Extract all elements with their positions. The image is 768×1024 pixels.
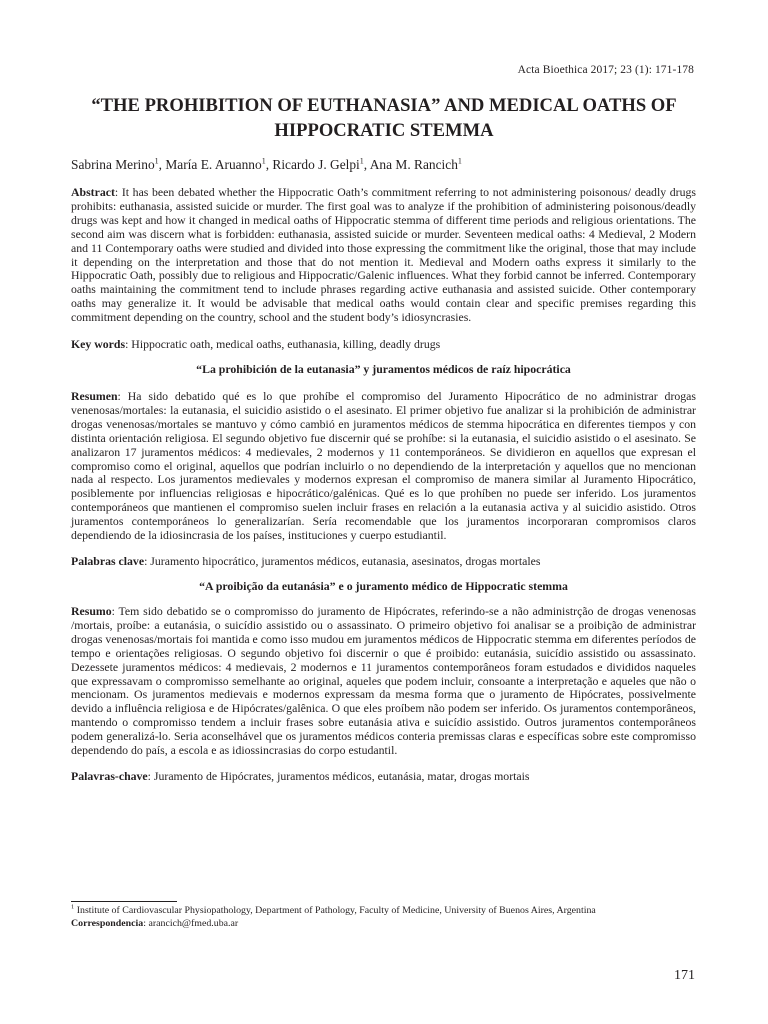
palabras-clave-label: Palabras clave [71, 554, 145, 568]
affiliation-marker: 1 [457, 156, 462, 166]
abstract-text: : It has been debated whether the Hippocratic Oath’s commitment referring to not administering poisonous/ deadly drugs prohibits: euthanasia, assisted suicide or murder. The first goal was to analyze if the prohibition of administering poisonous/deadly drugs was kept and how it changed in medical oaths of Hippocratic stemma of different time periods and religious orientations. The second aim was discern what is forbidden: euthanasia, assisted suicide or murder. Seventeen medical oaths: 4 Medieval, 2 Modern and 11 Contemporary oaths were studied and divided into those expressing the commitment like the original, those that may include it depending on the interpretation and those that do not mention it. Medieval and Modern oaths express it similarly to the Hippocratic Oath, possibly due to religious and Hippocratic/Galenic influences. What they forbid cannot be inferred. Contemporary oaths maintaining the commitment tend to include phrases regarding active euthanasia and assisted suicide. Other contemporary oaths may generalize it. It would be advisable that medical oaths would contain clear and specific premises regarding this commitment depending on the country, school and the student body’s idiosyncrasies. [71, 185, 696, 325]
article-title: “THE PROHIBITION OF EUTHANASIA” AND MEDICAL OATHS OF HIPPOCRATIC STEMMA [91, 95, 677, 141]
affiliation-marker: 1 [359, 156, 364, 166]
author-name: María E. Aruanno [165, 157, 262, 172]
keywords-portuguese [71, 769, 696, 784]
author-name: Sabrina Merino [71, 157, 155, 172]
keywords-label: Key words [71, 337, 126, 351]
resumen-text: : Ha sido debatido qué es lo que prohíbe el compromiso del Juramento Hipocrático de no administrar drogas venenosas/mortales: la eutanasia, el suicidio asistido o el asesinato. El primer objetivo fue analizar si la prohibición de administrar drogas venenosas/mortales se mantuvo y cómo cambió en juramentos médicos de stemma hipocrática en diferentes tiempos y con distinta orientación religiosa. El segundo objetivo fue discernir qué se prohíbe: si la eutanasia, el suicidio asistido o el asesinato. Se analizaron 17 juramentos médicos: 4 medievales, 2 modernos y 11 contemporáneos. Se dividieron en aquellos que expresan el compromiso como el original, aquellos que podrían incluirlo o no dependiendo de la interpretación y aquellos que no mencionan nada al respecto. Los juramentos medievales y modernos expresan el compromiso de manera similar al Juramento Hipocrático, posiblemente por influencias religiosas e hipocrático/galénicas. Qué es lo que prohíben no puede ser inferido. Los juramentos contemporáneos que mantienen el compromiso suelen incluir frases en relación a la eutanasia activa y al suicidio asistido. Otros juramentos contemporáneos lo generalizarían. Sería recomendable que los juramentos incorporaran compromisos claros dependiendo de la idiosincrasia de los países, instituciones y cuerpo estudiantil. [71, 389, 696, 543]
resumen-label: Resumen [71, 389, 118, 403]
spanish-title: “La prohibición de la eutanasia” y juramentos médicos de raíz hipocrática [196, 362, 571, 376]
keywords-english [71, 337, 696, 352]
affiliation-marker: 1 [261, 156, 266, 166]
palabras-clave-text: : Juramento hipocrático, juramentos médicos, eutanasia, asesinatos, drogas mortales [144, 554, 541, 568]
abstract-portuguese [71, 605, 696, 758]
resumo-label: Resumo [71, 604, 112, 618]
correspondence-email: : arancich@fmed.uba.ar [143, 918, 239, 929]
footnote-divider [71, 901, 177, 902]
abstract-label: Abstract [71, 185, 115, 199]
footnote-marker: 1 [71, 903, 75, 911]
page-number: 171 [674, 968, 695, 983]
resumo-text: : Tem sido debatido se o compromisso do juramento de Hipócrates, referindo-se a não administrção de drogas venenosas /mortais, proíbe: a eutanásia, o suicídio assistido ou o assassinato. O primeiro objetivo foi analisar se a proibição de administrar drogas venenosas/mortais foi mantida e como isso mudou em juramentos médicos de Hippocratic stemma em diferentes períodos de tempo e orientações religiosas. O segundo objetivo foi discernir o que é proibido: eutanásia, suicídio assistido ou assassinato. Dezessete juramentos médicos: 4 medievais, 2 modernos e 11 juramentos contemporâneos foram estudados e divididos naqueles que expressavam o compromisso semelhante ao original, aqueles que podem incluir, consoante a interpretação e aqueles que não o mencionam. Os juramentos medievais e modernos expressam da mesma forma que o juramento de Hipócrates, possivelmente devido a influência religiosa e de Hipócrates/galênica. O que eles proíbem não podem ser inferido. Os juramentos contemporâneos, mantendo o compromisso tendem a incluir frases sobre eutanásia ativa e suicídio assistido. Outros juramentos contemporâneos podem generalizá-lo. Seria aconselhável que os juramentos médicos conteria premissas claras e específicas sobre este compromisso dependendo do país, a escola e as idiossincrasias do corpo estudantil. [71, 604, 696, 758]
affiliation-marker: 1 [154, 156, 159, 166]
footnote-correspondence [71, 918, 708, 931]
footnote-affiliation [71, 905, 708, 918]
author-name: Ricardo J. Gelpi [272, 157, 360, 172]
author-name: Ana M. Rancich [369, 157, 458, 172]
palavras-chave-text: : Juramento de Hipócrates, juramentos médicos, eutanásia, matar, drogas mortais [147, 769, 530, 783]
keywords-spanish [71, 554, 696, 569]
abstract-english [71, 186, 696, 325]
author-list: Sabrina Merino$^1$, María E. Aruanno$^1$, Ricardo J. Gelpi$^1$, Ana M. Rancich$^1$ [71, 156, 462, 172]
keywords-text: : Hippocratic oath, medical oaths, euthanasia, killing, deadly drugs [125, 337, 441, 351]
palavras-chave-label: Palavras-chave [71, 769, 148, 783]
correspondence-label: Correspondencia [71, 918, 144, 929]
portuguese-title: “A proibição da eutanásia” e o juramento médico de Hippocratic stemma [199, 579, 568, 593]
affiliation-text: Institute of Cardiovascular Physiopathology, Department of Pathology, Faculty of Medicine, University of Buenos Aires, Argentina [74, 905, 596, 916]
journal-reference: Acta Bioethica 2017; 23 (1): 171-178 [517, 64, 694, 76]
abstract-spanish [71, 390, 696, 543]
